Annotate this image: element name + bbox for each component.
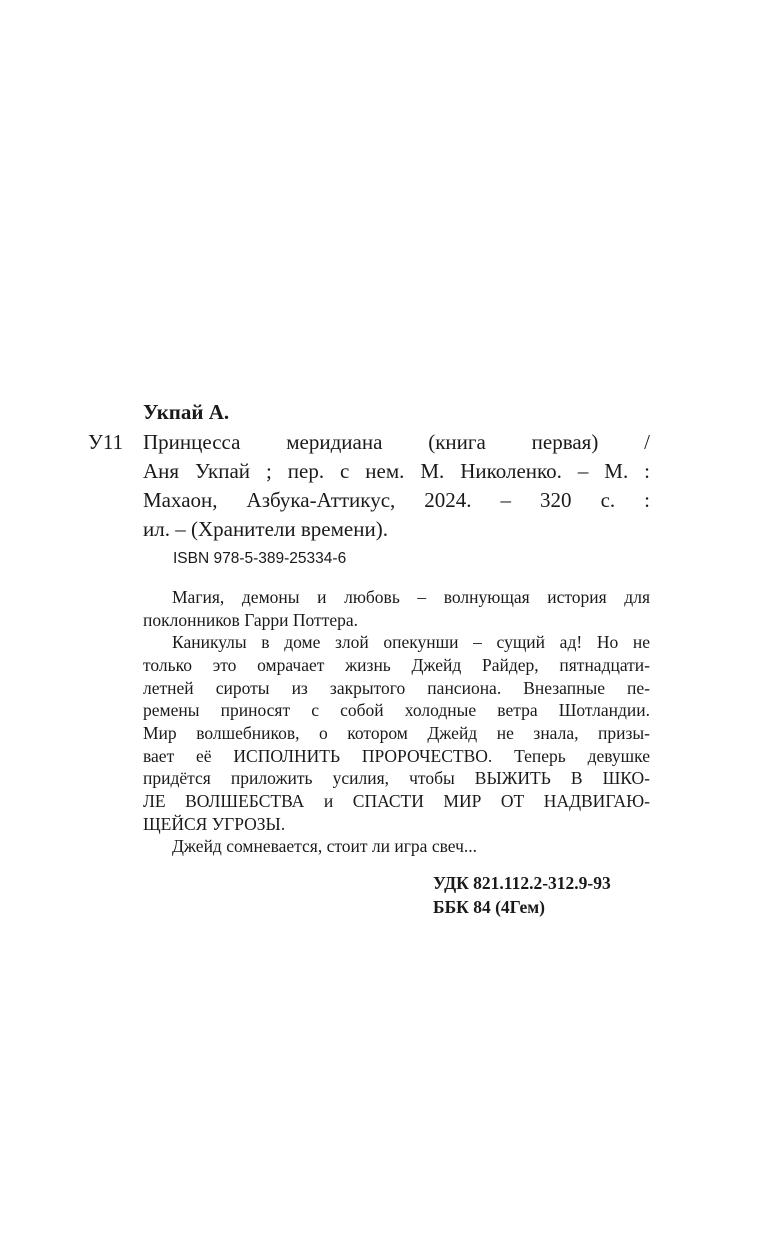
biblio-line: Махаон, Азбука-Аттикус, 2024. – 320 с. : [143,488,650,512]
author-code: У11 [88,430,124,454]
udk-code: УДК 821.112.2-312.9-93 [433,873,611,893]
author-heading: Укпай А. [143,400,230,424]
biblio-line: ил. – (Хранители времени). [143,517,388,541]
annotation-line: вает её ИСПОЛНИТЬ ПРОРОЧЕСТВО. Теперь девушке [143,746,650,766]
annotation-line: придётся приложить усилия, чтобы ВЫЖИТЬ В ШКО- [143,768,650,788]
biblio-line: Принцесса меридиана (книга первая) / [143,430,650,454]
annotation-line: ЩЕЙСЯ УГРОЗЫ. [143,814,286,834]
bbk-code: ББК 84 (4Гем) [433,897,545,917]
annotation-line: ремены приносят с собой холодные ветра Шотландии. [143,700,650,720]
annotation-line: Каникулы в доме злой опекунши – сущий ад! Но не [172,632,650,652]
isbn: ISBN 978-5-389-25334-6 [173,550,347,567]
annotation-line: Джейд сомневается, стоит ли игра свеч... [172,836,478,856]
annotation-line: только это омрачает жизнь Джейд Райдер, пятнадцати- [143,655,650,675]
annotation-line: летней сироты из закрытого пансиона. Внезапные пе- [143,678,650,698]
annotation-line: ЛЕ ВОЛШЕБСТВА и СПАСТИ МИР ОТ НАДВИГАЮ- [143,791,650,811]
biblio-line: Аня Укпай ; пер. с нем. М. Николенко. – М. : [143,459,650,483]
annotation-line: поклонников Гарри Поттера. [143,610,358,630]
annotation-line: Мир волшебников, о котором Джейд не знала, призы- [143,723,650,743]
annotation-line: Магия, демоны и любовь – волнующая история для [172,587,650,607]
